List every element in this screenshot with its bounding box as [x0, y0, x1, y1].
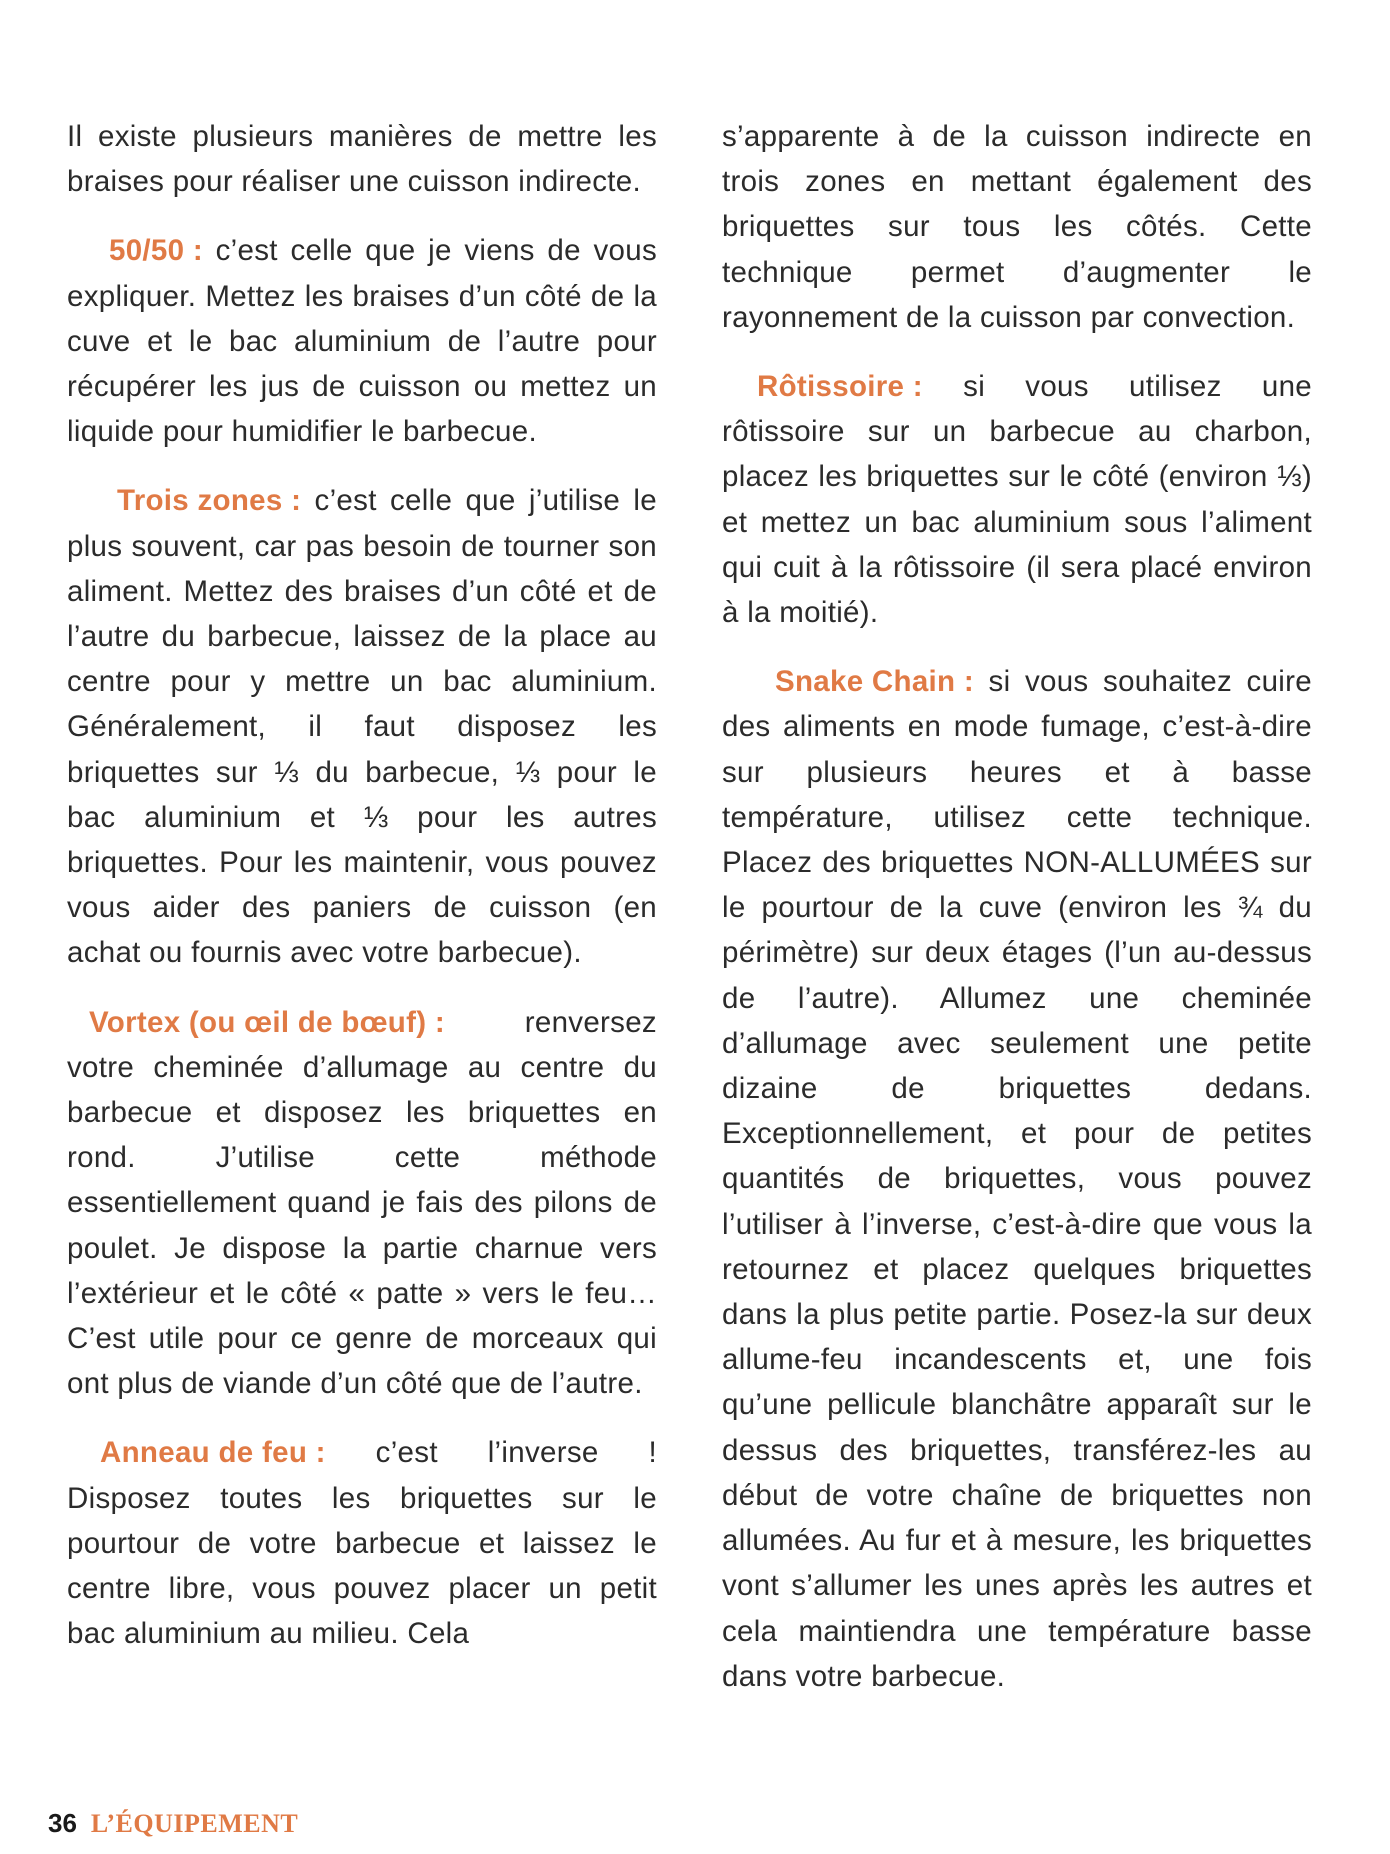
method-rotissoire-heading: Rôtissoire :: [757, 370, 923, 404]
intro-text: Il existe plusieurs manières de mettre les braises pour réaliser une cuisson indirecte.: [67, 120, 657, 199]
intro-paragraph: [67, 114, 657, 204]
method-rotissoire-paragraph: [722, 364, 1312, 635]
method-50-50-heading: 50/50 :: [109, 234, 203, 268]
method-anneau-paragraph: [67, 1430, 657, 1656]
method-trois-zones-paragraph: [67, 478, 657, 975]
method-50-50-text: c’est celle que je viens de vous expliquer. Mettez les braises d’un côté de la cuve et le bac aluminium de l’autre pour récupérer les jus de cuisson ou mettez un liquide pour humidifier le barbecue.: [67, 234, 657, 449]
left-column: [67, 114, 657, 1681]
section-title: L’ÉQUIPEMENT: [90, 1809, 299, 1838]
method-vortex-paragraph: [67, 1000, 657, 1407]
method-50-50-paragraph: [67, 228, 657, 454]
method-vortex-text: renversez votre cheminée d’allumage au centre du barbecue et disposez les briquettes en rond. J’utilise cette méthode essentiellement quand je fais des pilons de poulet. Je dispose la partie charnue vers l’extérieur et le côté « patte » vers le feu… C’est utile pour ce genre de morceaux qui ont plus de viande d’un côté que de l’autre.: [67, 1005, 657, 1401]
method-anneau-text: c’est l’inverse ! Disposez toutes les briquettes sur le pourtour de votre barbecue et laissez le centre libre, vous pouvez placer un petit bac aluminium au milieu. Cela: [67, 1436, 657, 1651]
page-footer: [48, 1808, 298, 1839]
method-snake-chain-text: si vous souhaitez cuire des aliments en mode fumage, c’est-à-dire sur plusieurs heures et à basse température, utilisez cette technique. Placez des briquettes NON-ALLUMÉES sur le pourtour de la cuve (environ les ¾ du périmètre) sur deux étages (l’un au-dessus de l’autre). Allumez une cheminée d’allumage avec seulement une petite dizaine de briquettes dedans. Exceptionnellement, et pour de petites quantités de briquettes, vous pouvez l’utiliser à l’inverse, c’est-à-dire que vous la retournez et placez quelques briquettes dans la plus petite partie. Posez-la sur deux allume-feu incandescents et, une fois qu’une pellicule blanchâtre apparaît sur le dessus des briquettes, transférez-les au début de votre chaîne de briquettes non allumées. Au fur et à mesure, les briquettes vont s’allumer les unes après les autres et cela maintiendra une température basse dans votre barbecue.: [722, 665, 1312, 1693]
continuation-paragraph: [722, 114, 1312, 340]
method-snake-chain-heading: Snake Chain :: [775, 665, 974, 699]
method-anneau-heading: Anneau de feu :: [100, 1436, 326, 1470]
method-rotissoire-text: si vous utilisez une rôtissoire sur un barbecue au charbon, placez les briquettes sur le côté (environ ⅓) et mettez un bac aluminium sous l’aliment qui cuit à la rôtissoire (il sera placé environ à la moitié).: [722, 370, 1312, 630]
method-trois-zones-heading: Trois zones :: [117, 484, 302, 518]
right-column: [722, 114, 1312, 1723]
method-vortex-heading: Vortex (ou œil de bœuf) :: [89, 1005, 445, 1039]
continuation-text: s’apparente à de la cuisson indirecte en trois zones en mettant également des briquettes sur tous les côtés. Cette technique permet d’augmenter le rayonnement de la cuisson par convection.: [722, 120, 1312, 334]
method-snake-chain-paragraph: [722, 659, 1312, 1699]
page-number: 36: [48, 1808, 77, 1838]
method-trois-zones-text: c’est celle que j’utilise le plus souvent, car pas besoin de tourner son aliment. Mettez des braises d’un côté et de l’autre du barbecue, laissez de la place au centre pour y mettre un bac aluminium. Généralement, il faut disposez les briquettes sur ⅓ du barbecue, ⅓ pour le bac aluminium et ⅓ pour les autres briquettes. Pour les maintenir, vous pouvez vous aider des paniers de cuisson (en achat ou fournis avec votre barbecue).: [67, 484, 657, 970]
